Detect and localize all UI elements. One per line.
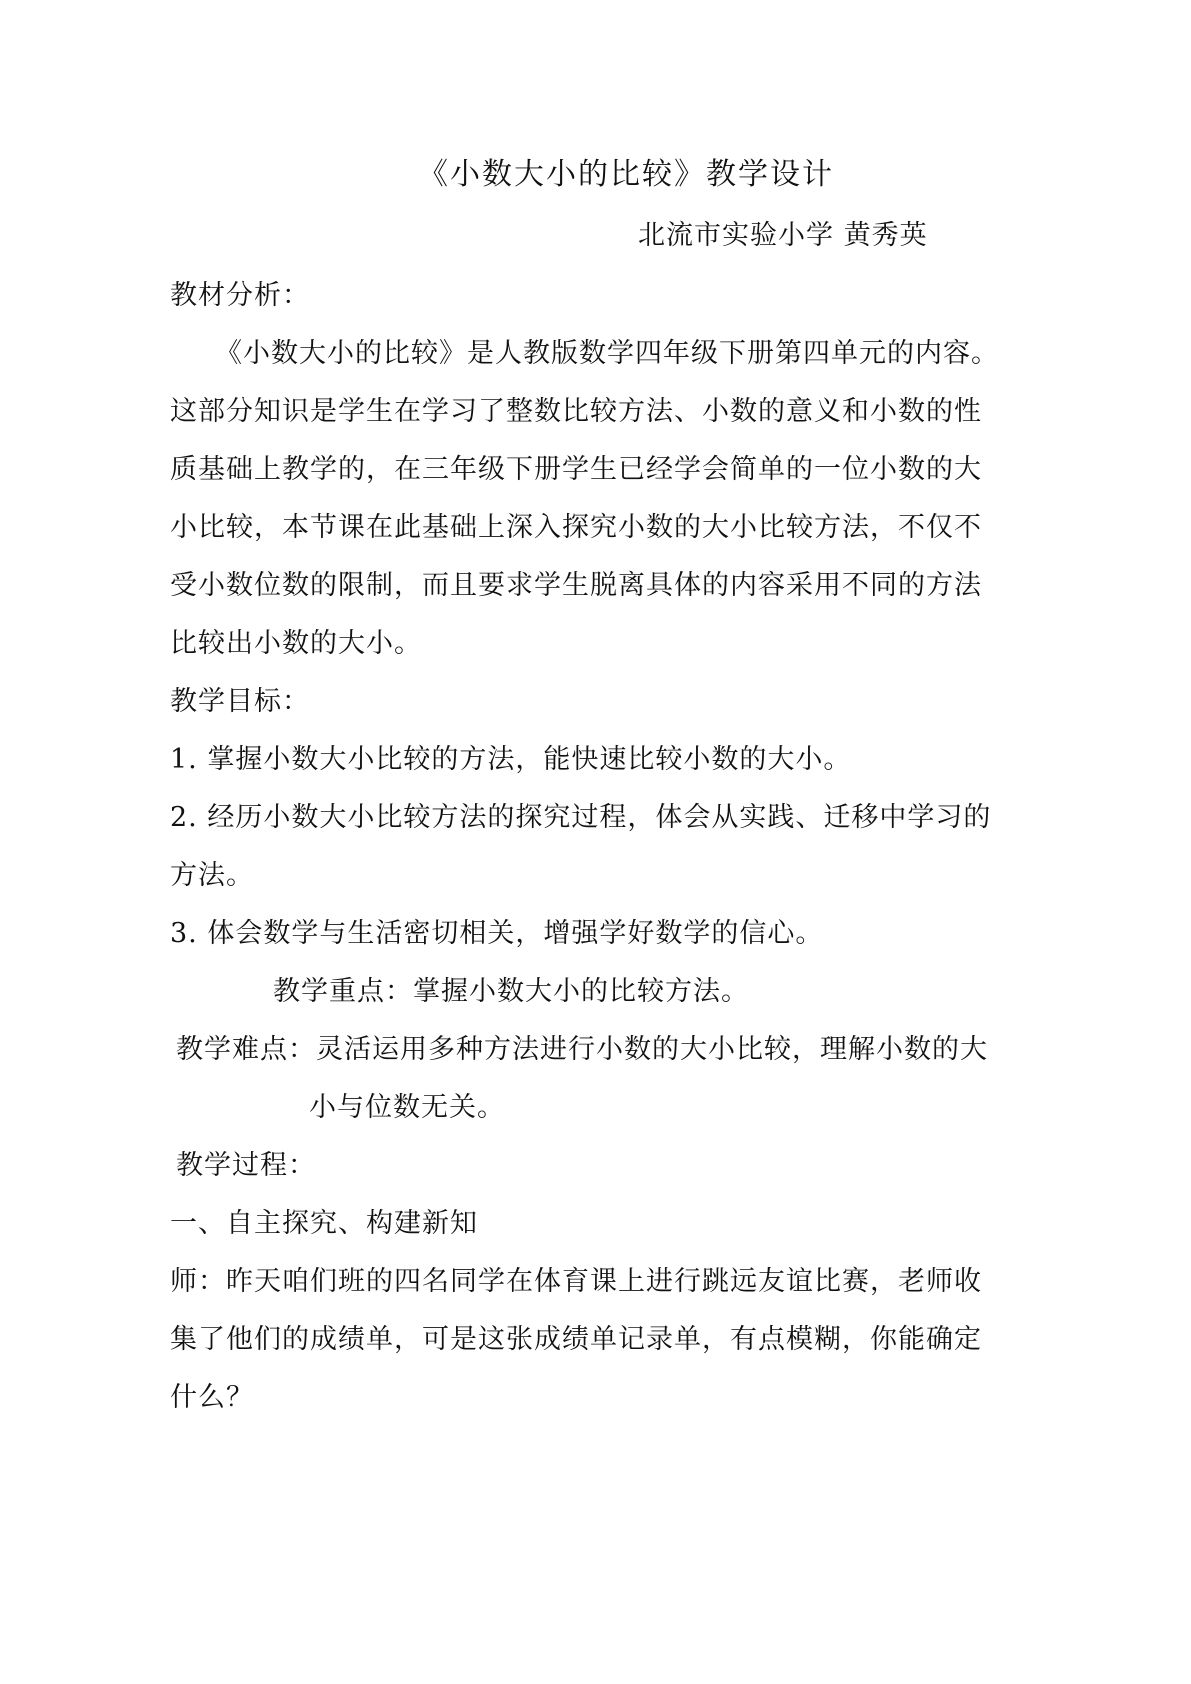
difficulty-line: 教学难点：灵活运用多种方法进行小数的大小比较，理解小数的大 (176, 1034, 988, 1065)
analysis-heading: 教材分析： (170, 280, 310, 311)
analysis-line: 小比较，本节课在此基础上深入探究小数的大小比较方法，不仅不 (170, 512, 982, 543)
analysis-line: 受小数位数的限制，而且要求学生脱离具体的内容采用不同的方法 (170, 570, 982, 601)
analysis-line: 质基础上教学的，在三年级下册学生已经学会简单的一位小数的大 (170, 454, 982, 485)
document-title: 《小数大小的比较》教学设计 (418, 157, 834, 192)
goals-heading: 教学目标： (170, 686, 310, 717)
process-part-heading: 一、自主探究、构建新知 (170, 1208, 478, 1239)
process-line: 师：昨天咱们班的四名同学在体育课上进行跳远友谊比赛，老师收 (170, 1266, 982, 1297)
analysis-line: 比较出小数的大小。 (170, 628, 422, 659)
process-line: 集了他们的成绩单，可是这张成绩单记录单，有点模糊，你能确定 (170, 1324, 982, 1355)
goal-item: 1. 掌握小数大小比较的方法，能快速比较小数的大小。 (170, 744, 852, 775)
author-line: 北流市实验小学 黄秀英 (638, 220, 928, 251)
analysis-line: 《小数大小的比较》是人教版数学四年级下册第四单元的内容。 (215, 338, 999, 369)
key-point: 教学重点：掌握小数大小的比较方法。 (273, 976, 749, 1007)
process-line: 什么？ (170, 1382, 254, 1413)
process-heading: 教学过程： (176, 1150, 316, 1181)
goal-item: 2. 经历小数大小比较方法的探究过程，体会从实践、迁移中学习的 (170, 802, 992, 833)
difficulty-line: 小与位数无关。 (309, 1092, 505, 1123)
goal-item: 方法。 (170, 860, 254, 891)
analysis-line: 这部分知识是学生在学习了整数比较方法、小数的意义和小数的性 (170, 396, 982, 427)
goal-item: 3. 体会数学与生活密切相关，增强学好数学的信心。 (170, 918, 824, 949)
